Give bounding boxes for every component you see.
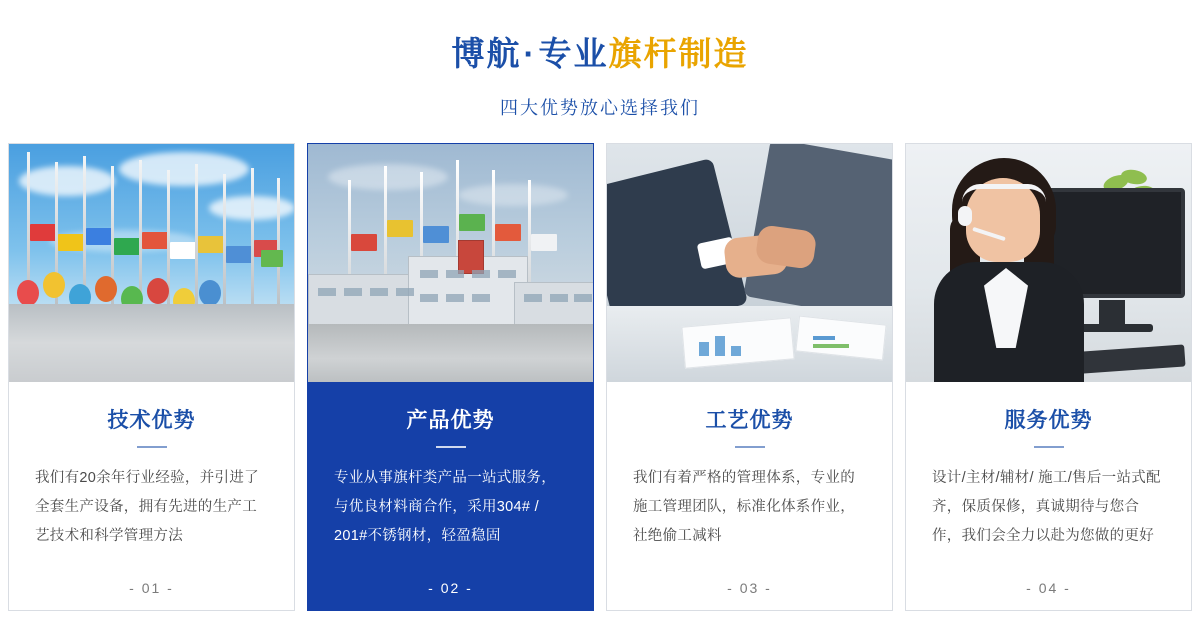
page-title-separator: · — [523, 35, 537, 72]
advantage-card-1-body — [9, 382, 294, 580]
title-divider — [735, 446, 765, 448]
advantage-card-3-title: 工艺优势 — [705, 409, 794, 432]
page-header — [0, 0, 1200, 120]
advantage-card-1[interactable] — [8, 143, 295, 611]
advantage-card-4-desc: 设计/主材/辅材/ 施工/售后一站式配齐，保质保修，真诚期待与您合作，我们会全力以赴为您做的更好 — [932, 470, 1161, 544]
advantage-card-1-title: 技术优势 — [107, 409, 196, 432]
advantage-card-2-title: 产品优势 — [406, 409, 495, 432]
page-title — [0, 34, 1200, 74]
page-title-part1: 博航 — [451, 35, 522, 72]
advantage-card-2-number: - 02 - — [428, 580, 473, 596]
handshake-photo — [607, 144, 892, 382]
advantage-card-4-body — [906, 382, 1191, 580]
advantage-card-2[interactable] — [307, 143, 594, 611]
factory-flagpoles-photo — [308, 144, 593, 382]
advantage-card-3-desc: 我们有着严格的管理体系，专业的施工管理团队，标准化体系作业，社绝偷工减料 — [633, 470, 855, 544]
flag-row-photo — [9, 144, 294, 382]
advantage-card-1-number: - 01 - — [129, 580, 174, 596]
service-operator-photo — [906, 144, 1191, 382]
advantage-card-4-number: - 04 - — [1026, 580, 1071, 596]
title-divider — [1034, 446, 1064, 448]
advantage-card-3-number: - 03 - — [727, 580, 772, 596]
page-title-part2: 专业 — [538, 35, 609, 72]
page-subtitle: 四大优势放心选择我们 — [500, 97, 700, 118]
advantage-card-1-desc: 我们有20余年行业经验，并引进了全套生产设备，拥有先进的生产工艺技术和科学管理方法 — [35, 470, 259, 544]
advantage-card-list — [0, 143, 1200, 611]
advantage-card-3-body — [607, 382, 892, 580]
advantage-card-4-title: 服务优势 — [1004, 409, 1093, 432]
advantage-card-2-body — [308, 382, 593, 580]
title-divider — [137, 446, 167, 448]
advantage-card-3[interactable] — [606, 143, 893, 611]
advantage-card-4[interactable] — [905, 143, 1192, 611]
title-divider — [436, 446, 466, 448]
page-title-part3: 旗杆制造 — [608, 35, 749, 72]
advantage-card-2-desc: 专业从事旗杆类产品一站式服务，与优良材料商合作，采用304# / 201#不锈钢材，轻盈稳固 — [334, 470, 556, 544]
